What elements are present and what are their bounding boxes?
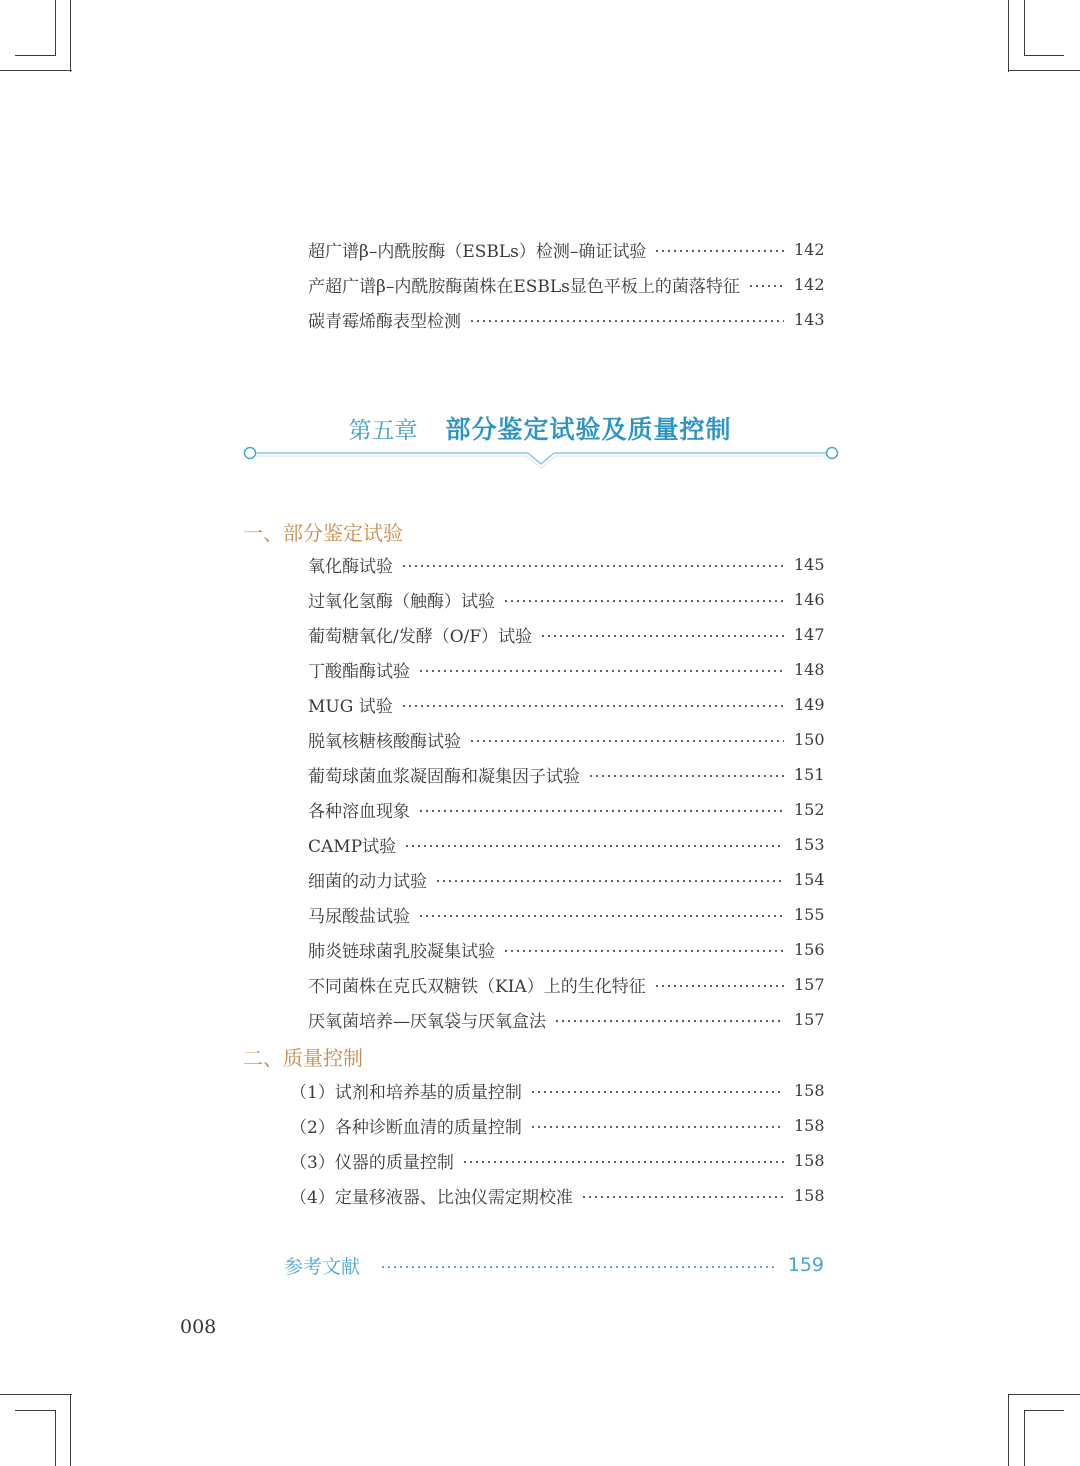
crop-mark: [1024, 0, 1025, 56]
dot-leader: [469, 740, 784, 742]
section-heading[interactable]: 一、部分鉴定试验: [243, 521, 403, 545]
crop-mark: [70, 1394, 71, 1466]
toc-entry-page: 149: [794, 694, 825, 714]
crop-mark: [1024, 1410, 1025, 1466]
dot-leader: [418, 670, 784, 672]
toc-entry[interactable]: [308, 934, 824, 964]
page-number: 008: [180, 1316, 217, 1338]
toc-entry-page: 155: [794, 904, 825, 924]
dot-leader: [435, 880, 784, 882]
toc-entry[interactable]: [308, 619, 824, 649]
toc-entry-label: 产超广谱β–内酰胺酶菌株在ESBLs显色平板上的菌落特征: [308, 276, 740, 297]
toc-entry[interactable]: [308, 584, 824, 614]
toc-entry-label: （4）定量移液器、比浊仪需定期校准: [290, 1187, 573, 1208]
crop-mark: [1024, 1410, 1064, 1411]
toc-entry[interactable]: [308, 829, 824, 859]
toc-entry-page: 151: [794, 764, 825, 784]
toc-entry[interactable]: [308, 724, 824, 754]
crop-mark: [1008, 1394, 1080, 1395]
toc-entry-page: 142: [794, 274, 825, 294]
dot-leader: [469, 320, 784, 322]
toc-entry-label: （3）仪器的质量控制: [290, 1152, 454, 1173]
dot-leader: [401, 705, 784, 707]
dot-leader: [748, 285, 784, 287]
toc-entry[interactable]: [308, 234, 824, 264]
toc-entry[interactable]: [308, 899, 824, 929]
dot-leader: [588, 775, 784, 777]
crop-mark: [1008, 0, 1009, 72]
crop-mark: [1008, 1394, 1009, 1466]
toc-entry[interactable]: [308, 759, 824, 789]
toc-entry[interactable]: [308, 689, 824, 719]
dot-leader: [503, 950, 784, 952]
toc-entry-label: CAMP试验: [308, 836, 397, 857]
crop-mark: [55, 0, 56, 56]
crop-mark: [0, 1394, 72, 1395]
toc-entry-label: 过氧化氢酶（触酶）试验: [308, 591, 495, 612]
toc-entry-page: 143: [794, 309, 825, 329]
crop-mark: [1008, 70, 1080, 71]
toc-entry-label: （2）各种诊断血清的质量控制: [290, 1117, 522, 1138]
toc-entry-page: 146: [794, 589, 825, 609]
toc-entry-page: 152: [794, 799, 825, 819]
crop-mark: [70, 0, 71, 72]
toc-entry[interactable]: [308, 654, 824, 684]
toc-entry-page: 158: [794, 1150, 825, 1170]
toc-entry-page: 154: [794, 869, 825, 889]
toc-entry-label: 细菌的动力试验: [308, 871, 427, 892]
toc-entry[interactable]: [290, 1145, 824, 1175]
chapter-divider: [0, 440, 1080, 470]
toc-entry-page: 158: [794, 1115, 825, 1135]
toc-entry-label: 脱氧核糖核酸酶试验: [308, 731, 461, 752]
toc-entry[interactable]: [290, 1110, 824, 1140]
crop-mark: [15, 1410, 55, 1411]
crop-mark: [1024, 55, 1064, 56]
toc-entry-page: 150: [794, 729, 825, 749]
toc-entry[interactable]: [308, 864, 824, 894]
dot-leader: [540, 635, 784, 637]
toc-entry[interactable]: [308, 549, 824, 579]
dot-leader: [581, 1196, 784, 1198]
crop-mark: [15, 55, 55, 56]
crop-mark: [55, 1410, 56, 1466]
dot-leader: [554, 1020, 784, 1022]
section-heading[interactable]: 二、质量控制: [243, 1046, 363, 1070]
toc-entry-page: 156: [794, 939, 825, 959]
toc-entry-page: 142: [794, 239, 825, 259]
toc-entry-page: 153: [794, 834, 825, 854]
dot-leader: [530, 1126, 784, 1128]
toc-entry-label: 葡萄球菌血浆凝固酶和凝集因子试验: [308, 766, 580, 787]
crop-mark: [0, 70, 72, 71]
dot-leader: [380, 1266, 774, 1268]
toc-entry[interactable]: [308, 794, 824, 824]
toc-entry-label: 葡萄糖氧化/发酵（O/F）试验: [308, 626, 533, 647]
chapter-name: 部分鉴定试验及质量控制: [445, 415, 732, 444]
dot-leader: [654, 985, 784, 987]
dot-leader: [418, 915, 784, 917]
toc-entry[interactable]: [290, 1180, 824, 1210]
dot-leader: [503, 600, 784, 602]
references-entry[interactable]: [284, 1249, 824, 1281]
toc-entry-page: 158: [794, 1080, 825, 1100]
references-label: 参考文献: [284, 1255, 361, 1278]
toc-entry-label: MUG 试验: [308, 696, 393, 717]
toc-entry-page: 157: [794, 1009, 825, 1029]
toc-entry-label: 厌氧菌培养—厌氧袋与厌氧盒法: [308, 1011, 546, 1032]
dot-leader: [418, 810, 784, 812]
toc-entry[interactable]: [308, 969, 824, 999]
toc-entry[interactable]: [308, 304, 824, 334]
toc-entry-page: 148: [794, 659, 825, 679]
toc-entry-page: 147: [794, 624, 825, 644]
toc-entry-label: （1）试剂和培养基的质量控制: [290, 1082, 522, 1103]
toc-entry-label: 马尿酸盐试验: [308, 906, 410, 927]
toc-entry-page: 145: [794, 554, 825, 574]
dot-leader: [462, 1161, 784, 1163]
toc-entry-label: 不同菌株在克氏双糖铁（KIA）上的生化特征: [308, 976, 646, 997]
dot-leader: [654, 250, 784, 252]
dot-leader: [404, 845, 784, 847]
toc-entry-page: 157: [794, 974, 825, 994]
toc-entry-label: 氧化酶试验: [308, 556, 393, 577]
toc-entry[interactable]: [308, 269, 824, 299]
dot-leader: [401, 565, 784, 567]
toc-entry[interactable]: [290, 1075, 824, 1105]
dot-leader: [530, 1091, 784, 1093]
toc-entry[interactable]: [308, 1004, 824, 1034]
toc-entry-label: 肺炎链球菌乳胶凝集试验: [308, 941, 495, 962]
chapter-number: 第五章: [348, 418, 418, 444]
toc-entry-label: 碳青霉烯酶表型检测: [308, 311, 461, 332]
references-page: 159: [787, 1254, 824, 1276]
toc-entry-page: 158: [794, 1185, 825, 1205]
toc-entry-label: 超广谱β–内酰胺酶（ESBLs）检测–确证试验: [308, 241, 647, 262]
toc-entry-label: 各种溶血现象: [308, 801, 410, 822]
toc-entry-label: 丁酸酯酶试验: [308, 661, 410, 682]
